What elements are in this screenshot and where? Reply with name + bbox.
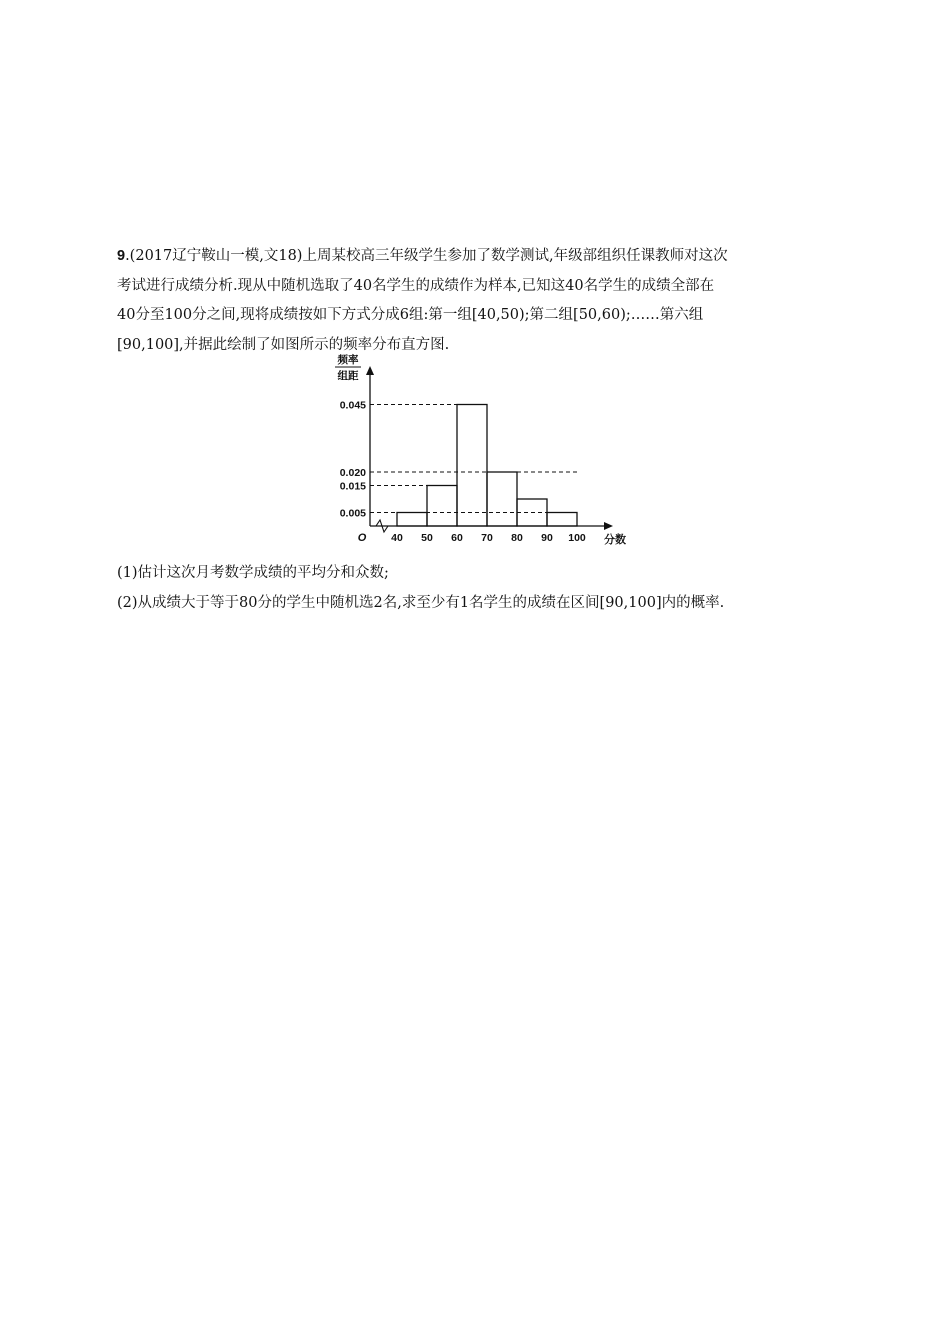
question-2: (2)从成绩大于等于80分的学生中随机选2名,求至少有1名学生的成绩在区间[90,100]内的概率. [117,595,725,611]
problem-number: 9 [117,248,126,264]
x-tick-label: 40 [391,532,403,544]
histogram-bar [457,405,487,527]
y-tick-label: 0.020 [339,467,366,479]
problem-line-1: 9.(2017辽宁鞍山一模,文18)上周某校高三年级学生参加了数学测试,年级部组织任课教师对这次 [117,248,728,264]
y-tick-label: 0.005 [339,507,366,520]
y-tick-label: 0.045 [339,399,366,412]
histogram-bar [487,472,517,526]
question-1: (1)估计这次月考数学成绩的平均分和众数; [117,565,389,581]
problem-line-4: [90,100],并据此绘制了如图所示的频率分布直方图. [117,336,450,353]
y-axis-title-numerator: 频率 [337,354,359,366]
origin-label: O [357,532,367,544]
problem-line-3: 40分至100分之间,现将成绩按如下方式分成6组:第一组[40,50);第二组[50,60);……第六组 [117,307,704,323]
x-axis-title: 分数 [604,534,626,546]
y-axis-arrow [366,366,374,375]
problem-statement [117,242,837,360]
x-tick-label: 60 [451,532,463,544]
x-tick-label: 80 [511,532,523,544]
y-tick-label: 0.015 [339,480,366,493]
x-tick-label: 50 [421,532,433,544]
y-axis-title-denominator: 组距 [337,370,359,382]
x-axis-arrow [604,522,613,530]
x-tick-label: 100 [568,532,586,544]
histogram-bar [547,513,577,527]
histogram-bar [397,513,427,527]
histogram-bar [427,486,457,527]
x-tick-label: 70 [481,532,493,544]
x-tick-label: 90 [541,532,553,544]
frequency-histogram [330,352,630,552]
problem-line-2: 考试进行成绩分析.现从中随机选取了40名学生的成绩作为样本,已知这40名学生的成绩全部在 [117,277,715,294]
sub-questions [117,558,724,618]
